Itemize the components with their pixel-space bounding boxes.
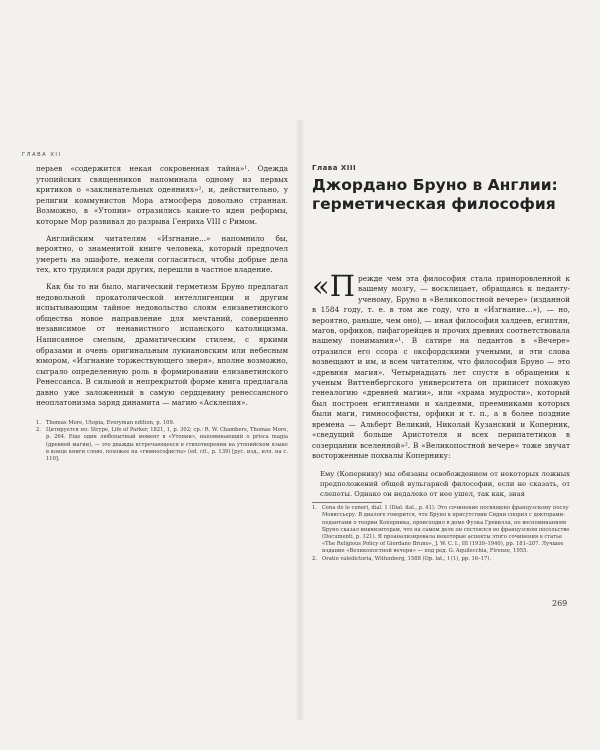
footnote: 1. Cena de le ceneri, dial. 1 (Dial. ital., p. 41). Это сочинение посвящено французскому послу Мовиссьеру. В диалоге говорится, что Бруно в присутствии Сидни спорил с докторами-педантами о теории Коперника, происходил в доме Фулка Гревилла, по воспоминаниям Бруно сказал инквизиторам, что на самом деле он состоялся во французском посольстве (Documenti, p. 121). Я проанализировала некоторые аспекты этого сочинения в статье «The Religious Policy of Giordano Bruno», J. W. C. I., III (1939–1940), pp. 181–207. Лучшее издание «Великопостной вечери» — под ред. G. Aquilecchia, Firenze, 1955. (312, 505, 570, 555)
footnote-rule (312, 502, 382, 503)
paragraph: Как бы то ни было, магический герметизм Бруно предлагал недовольной прокатолической интеллигенции и другим испытывающим тайное недовольство слоям елизаветинского общества новое направление для мечтаний, совершенно независимое от ненавистного испанского католицизма. Написанное смелым, драматическим стилем, с яркими образами и очень оригинальным лукиановским или небесным юмором, «Изгнание торжествующего зверя», вполне возможно, сыграло определенную роль в формировании елизаветинского Ренессанса. В сильной и непрекрытой форме книга предлагала давно уже заложенный в самую сердцевину ренессансного неоплатонизма заряд динамита — магию «Асклепия». (36, 281, 288, 408)
drop-cap: «П (312, 269, 356, 303)
page-gutter (296, 120, 304, 720)
running-head: ГЛАВА XII (22, 152, 62, 158)
left-page-text (36, 164, 288, 463)
right-page-text (312, 164, 570, 563)
right-footnotes (312, 505, 570, 563)
page-number: 269 (552, 599, 568, 608)
footnote: 1. Thomas More, Utopia, Everyman edition, p. 109. (36, 420, 175, 427)
chapter-label: Глава XIII (312, 164, 357, 172)
block-quote: Ему (Копернику) мы обязаны освобождением от некоторых ложных предположений общей вульгарной философии, если не сказать, от слепоты. Однако он недалеко от нее ушел, так как, зная (320, 470, 570, 498)
paragraph: перьев «содержится некая сокровенная тайна»¹. Одежда утопийских священников напоминала одному из первых критиков о «заклинательных одеяниях»², и, действительно, у религии коммунистов Мора атмосфера довольно странная. Возможно, в «Утопии» отразились какие-то идеи реформы, которые Мор развивал до разрыва Генриха VIII с Римом. (36, 164, 288, 226)
chapter-title: Джордано Бруно в Англии: герметическая философия (312, 176, 558, 213)
footnote: 2. Oratio valedictoria, Wittenberg, 1588 (Op. lat., I (1), pp. 16–17). (312, 555, 491, 562)
paragraph: Английским читателям «Изгнание...» напомнило бы, вероятно, о знаменитой книге человека, который предпочел умереть на эшафоте, нежели согласиться, чтобы добрые дела тех, кто трудился ради других, перешли в частное владение. (36, 233, 288, 275)
left-footnotes (36, 420, 288, 463)
body-paragraph: режде чем эта философия стала приноровленной к вашему мозгу, — восклицает, обращаясь к педанту-ученому, Бруно в «Великопостной вечере» (изданной в 1584 году, т. е. в том же году, что и «Изгнание...»), — но, вероятно, раньше, чем оно), — иная философия халдеев, египтян, магов, орфиков, пифагорейцев и прочих древних соответствовала нашему понимания»¹. В сатире на педантов в «Вечере» отразился его ссора с оксфордскими учеными, и эти слова возвещают и им, и всем читателям, что философия Бруно — это «древняя магия». Четырнадцать лет спустя в обращении к ученым Виттенбергского университета он приписет похожую генеалогию «древней магии», или «храма мудрости», который был построен египтянами и халдеями, преемниками которых были маги, гимнософисты, орфики и т. п., а в более поздние времена — Альберт Великий, Николай Кузанский и Коперник, «сведущий больше Аристотеля и всех перипатетиков в созерцании вселенной»². В «Великопостной вечере» тоже звучат восторженные похвалы Копернику: (312, 274, 570, 460)
footnote: 2. Цитируется по: Strype, Life of Parker, 1821, 1, p. 302; ср.: R. W. Chambers, Thomas More, p. 264. Еще один любопытный момент в «Утопии», напоминающий о prisca magia (древней магии), — это дважды встречающееся в стихотворении на утопийском языке в конце книги слово, похожее на «гимнософисты» (ed. cit., p. 139) [рус. изд., илл. на с. 110]. (36, 427, 288, 463)
chapter-body (312, 269, 570, 461)
